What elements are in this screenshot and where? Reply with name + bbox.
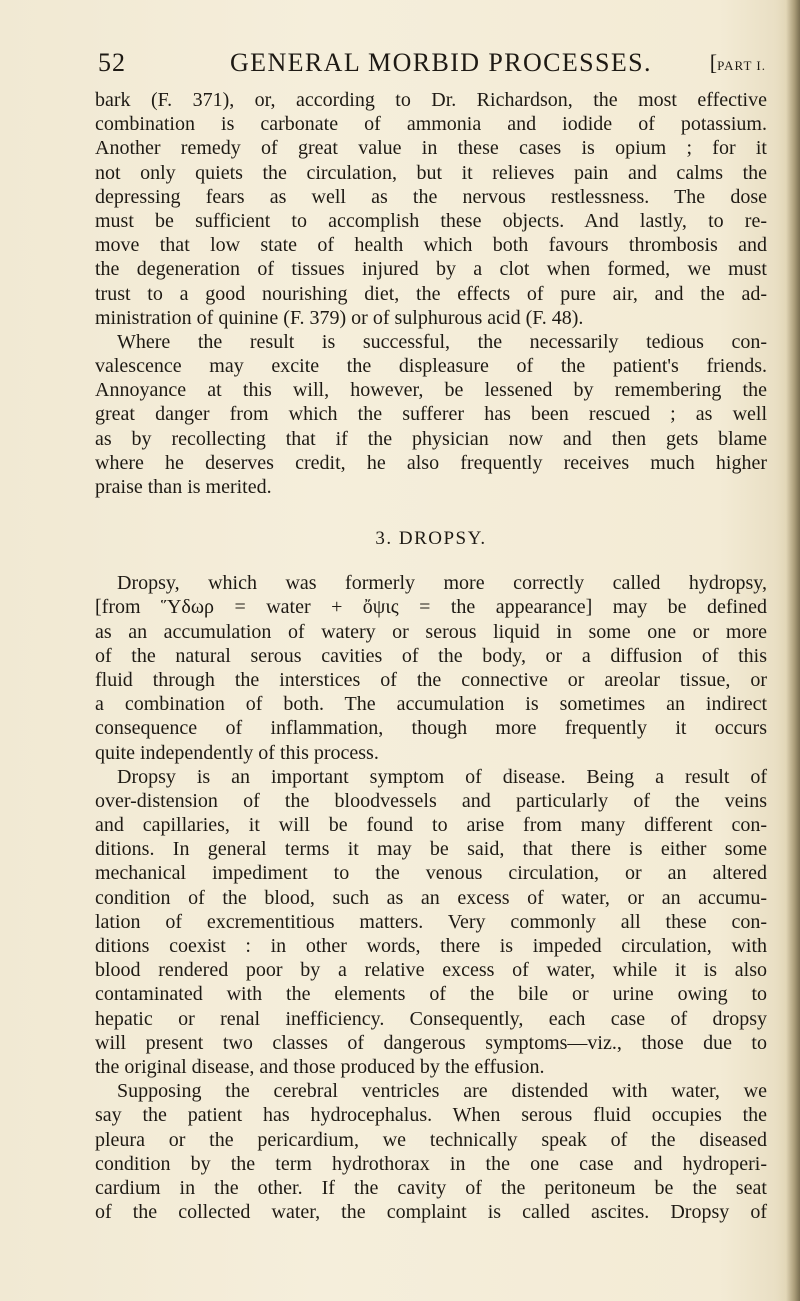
text-line: [from Ὕδωρ = water + ὄψις = the appearance] may be defined: [95, 596, 767, 619]
running-header: [98, 48, 766, 88]
text-line: praise than is merited.: [95, 476, 272, 498]
text-line: say the patient has hydrocephalus. When serous fluid occupies the: [95, 1104, 767, 1127]
page-number: 52: [98, 48, 126, 77]
text-line: ditions. In general terms it may be said, that there is either some: [95, 838, 767, 861]
text-line: lation of excrementitious matters. Very commonly all these con-: [95, 910, 767, 933]
text-line: condition of the blood, such as an excess of water, or an accumu-: [95, 886, 767, 909]
text-line: Annoyance at this will, however, be lessened by remembering the: [95, 379, 767, 402]
text-line: valescence may excite the displeasure of the patient's friends.: [95, 355, 767, 378]
text-line: must be sufficient to accomplish these objects. And lastly, to re-: [95, 209, 767, 232]
text-line: Dropsy is an important symptom of disease. Being a result of: [117, 765, 767, 788]
text-line: mechanical impediment to the venous circulation, or an altered: [95, 862, 767, 885]
text-line: depressing fears as well as the nervous restlessness. The dose: [95, 185, 767, 208]
paragraph: [95, 765, 767, 1079]
text-line: as an accumulation of watery or serous liquid in some one or more: [95, 620, 767, 643]
text-line: the degeneration of tissues injured by a clot when formed, we must: [95, 258, 767, 281]
page-edge-shadow: [786, 0, 800, 1301]
text-line: Supposing the cerebral ventricles are distended with water, we: [117, 1080, 767, 1103]
text-line: a combination of both. The accumulation is sometimes an indirect: [95, 693, 767, 716]
text-line: pleura or the pericardium, we technically speak of the diseased: [95, 1128, 767, 1151]
text-line: over-distension of the bloodvessels and particularly of the veins: [95, 789, 767, 812]
text-line: hepatic or renal inefficiency. Consequently, each case of dropsy: [95, 1007, 767, 1030]
text-line: contaminated with the elements of the bile or urine owing to: [95, 983, 767, 1006]
spacer: [95, 499, 767, 527]
part-numeral: I.: [752, 58, 766, 73]
text-line: Where the result is successful, the necessarily tedious con-: [117, 330, 767, 353]
text-line: combination is carbonate of ammonia and iodide of potassium.: [95, 113, 767, 136]
text-line: will present two classes of dangerous symptoms—viz., those due to: [95, 1031, 767, 1054]
text-line: bark (F. 371), or, according to Dr. Richardson, the most effective: [95, 89, 767, 111]
part-label: [710, 50, 766, 76]
text-line: of the natural serous cavities of the body, or a diffusion of this: [95, 644, 767, 667]
part-bracket: [: [709, 50, 718, 75]
paragraph: [95, 88, 767, 330]
text-line: and capillaries, it will be found to arise from many different con-: [95, 814, 767, 837]
text-line: not only quiets the circulation, but it relieves pain and calms the: [95, 161, 767, 184]
text-line: of the collected water, the complaint is called ascites. Dropsy of: [95, 1201, 767, 1224]
text-line: consequence of inflammation, though more frequently it occurs: [95, 717, 767, 740]
running-title: GENERAL MORBID PROCESSES.: [230, 48, 652, 77]
text-line: condition by the term hydrothorax in the one case and hydroperi-: [95, 1152, 767, 1175]
body-text: [95, 88, 767, 1224]
text-line: blood rendered poor by a relative excess of water, while it is also: [95, 959, 767, 982]
text-line: cardium in the other. If the cavity of the peritoneum be the seat: [95, 1176, 767, 1199]
paragraph: [95, 1079, 767, 1224]
text-line: great danger from which the sufferer has been rescued ; as well: [95, 403, 767, 426]
paragraph: [95, 571, 767, 765]
text-line: fluid through the interstices of the connective or areolar tissue, or: [95, 668, 767, 691]
text-line: as by recollecting that if the physician now and then gets blame: [95, 427, 767, 450]
text-line: Another remedy of great value in these cases is opium ; for it: [95, 137, 767, 160]
text-line: Dropsy, which was formerly more correctly called hydropsy,: [117, 572, 767, 595]
text-line: move that low state of health which both favours thrombosis and: [95, 234, 767, 257]
text-line: where he deserves credit, he also frequently receives much higher: [95, 451, 767, 474]
text-line: ministration of quinine (F. 379) or of sulphurous acid (F. 48).: [95, 306, 584, 329]
text-line: quite independently of this process.: [95, 741, 379, 764]
text-line: ditions coexist : in other words, there is impeded circulation, with: [95, 935, 767, 957]
section-heading: 3. DROPSY.: [375, 528, 487, 550]
text-line: the original disease, and those produced by the effusion.: [95, 1055, 545, 1078]
part-word: PART: [717, 58, 753, 73]
spacer: [95, 551, 767, 571]
text-line: trust to a good nourishing diet, the effects of pure air, and the ad-: [95, 282, 767, 305]
paragraph: [95, 330, 767, 499]
